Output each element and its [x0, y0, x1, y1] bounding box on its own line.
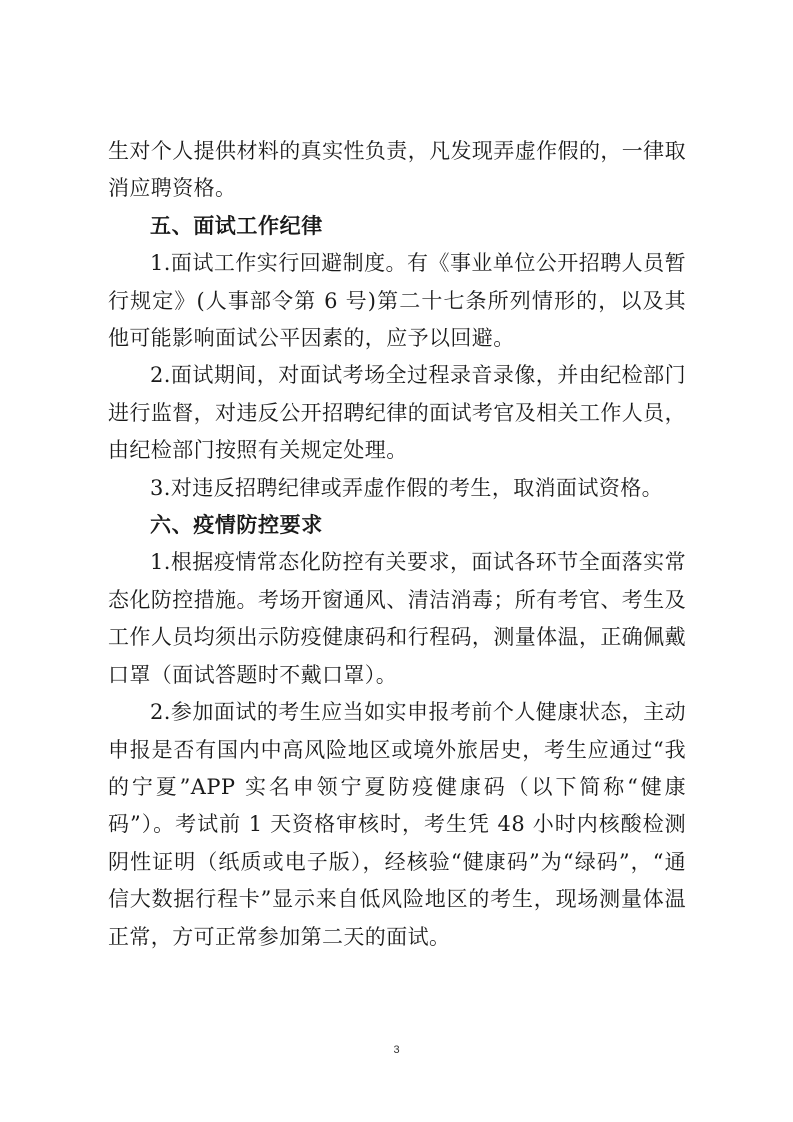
paragraph-cancellation-rule: 3.对违反招聘纪律或弄虚作假的考生，取消面试资格。: [150, 475, 664, 500]
paragraph-qualification-continued: 生对个人提供材料的真实性负责，凡发现弄虚作假的，一律取消应聘资格。: [108, 139, 686, 201]
section-heading-epidemic-prevention: 六、疫情防控要求: [150, 513, 323, 538]
paragraph-health-declaration: 2.参加面试的考生应当如实申报考前个人健康状态，主动申报是否有国内中高风险地区或境外旅居史，考生应通过“我的宁夏”APP 实名申领宁夏防疫健康码（以下简称“健康码”）。考试前 1 天资格审核时，考生凭 48 小时内核酸检测阴性证明（纸质或电子版），经核验“健康码”为“绿码”，“通信大数据行程卡”显示来自低风险地区的考生，现场测量体温正常，方可正常参加第二天的面试。: [108, 700, 686, 949]
page-number: 3: [393, 1044, 400, 1056]
paragraph-supervision-rule: 2.面试期间，对面试考场全过程录音录像，并由纪检部门进行监督，对违反公开招聘纪律的面试考官及相关工作人员，由纪检部门按照有关规定处理。: [108, 363, 686, 463]
section-heading-interview-discipline: 五、面试工作纪律: [150, 213, 323, 238]
paragraph-recusal-rule: 1.面试工作实行回避制度。有《事业单位公开招聘人员暂行规定》(人事部令第 6 号)第二十七条所列情形的，以及其他可能影响面试公平因素的，应予以回避。: [108, 251, 686, 351]
paragraph-prevention-measures: 1.根据疫情常态化防控有关要求，面试各环节全面落实常态化防控措施。考场开窗通风、清洁消毒；所有考官、考生及工作人员均须出示防疫健康码和行程码，测量体温，正确佩戴口罩（面试答题时不戴口罩）。: [108, 550, 686, 687]
document-body: [108, 133, 686, 956]
